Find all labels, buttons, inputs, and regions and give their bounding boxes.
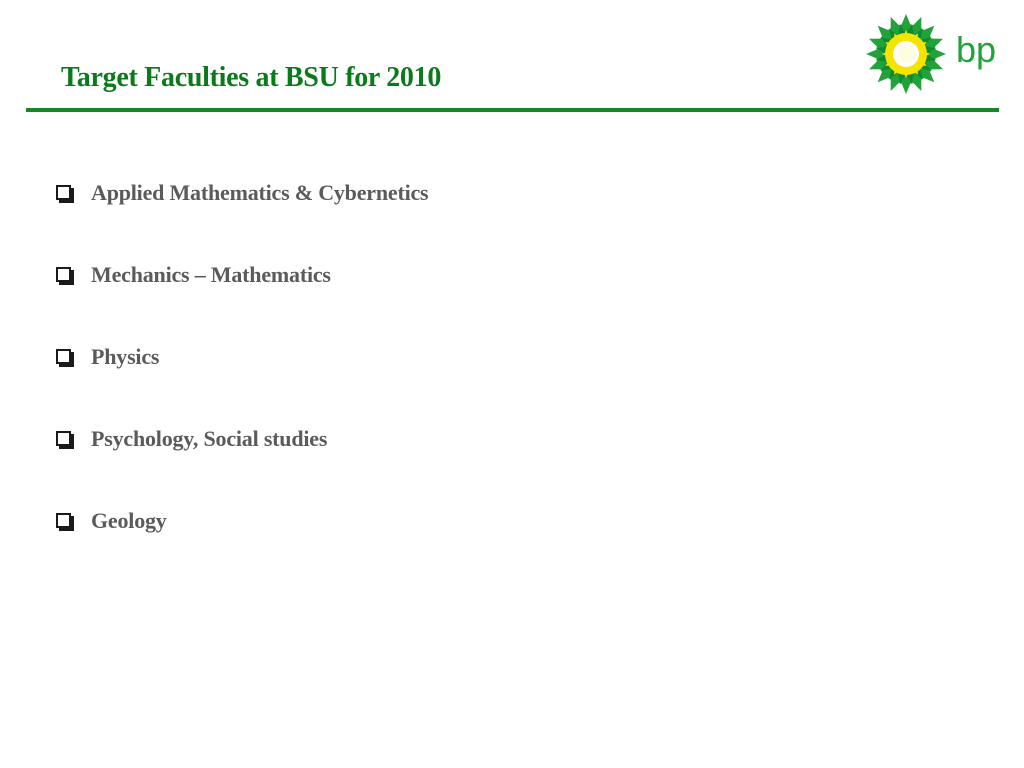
square-checkbox-bullet-icon — [56, 267, 72, 283]
faculty-list — [56, 172, 428, 582]
list-item — [56, 336, 428, 378]
list-item-label: Psychology, Social studies — [91, 426, 328, 451]
square-checkbox-bullet-icon — [56, 185, 72, 201]
list-item-label: Applied Mathematics & Cybernetics — [91, 180, 429, 205]
square-checkbox-bullet-icon — [56, 513, 72, 529]
square-checkbox-bullet-icon — [56, 431, 72, 447]
list-item — [56, 418, 428, 460]
bp-wordmark: bp — [956, 29, 997, 70]
title-divider — [26, 108, 999, 112]
list-item-label: Physics — [91, 344, 160, 369]
list-item-label: Geology — [91, 508, 167, 533]
list-item — [56, 172, 428, 214]
list-item — [56, 254, 428, 296]
bp-logo — [862, 10, 1002, 100]
list-item-label: Mechanics – Mathematics — [91, 262, 331, 287]
slide-title: Target Faculties at BSU for 2010 — [61, 62, 442, 93]
bp-helios-icon — [862, 10, 1002, 100]
square-checkbox-bullet-icon — [56, 349, 72, 365]
list-item — [56, 500, 428, 542]
